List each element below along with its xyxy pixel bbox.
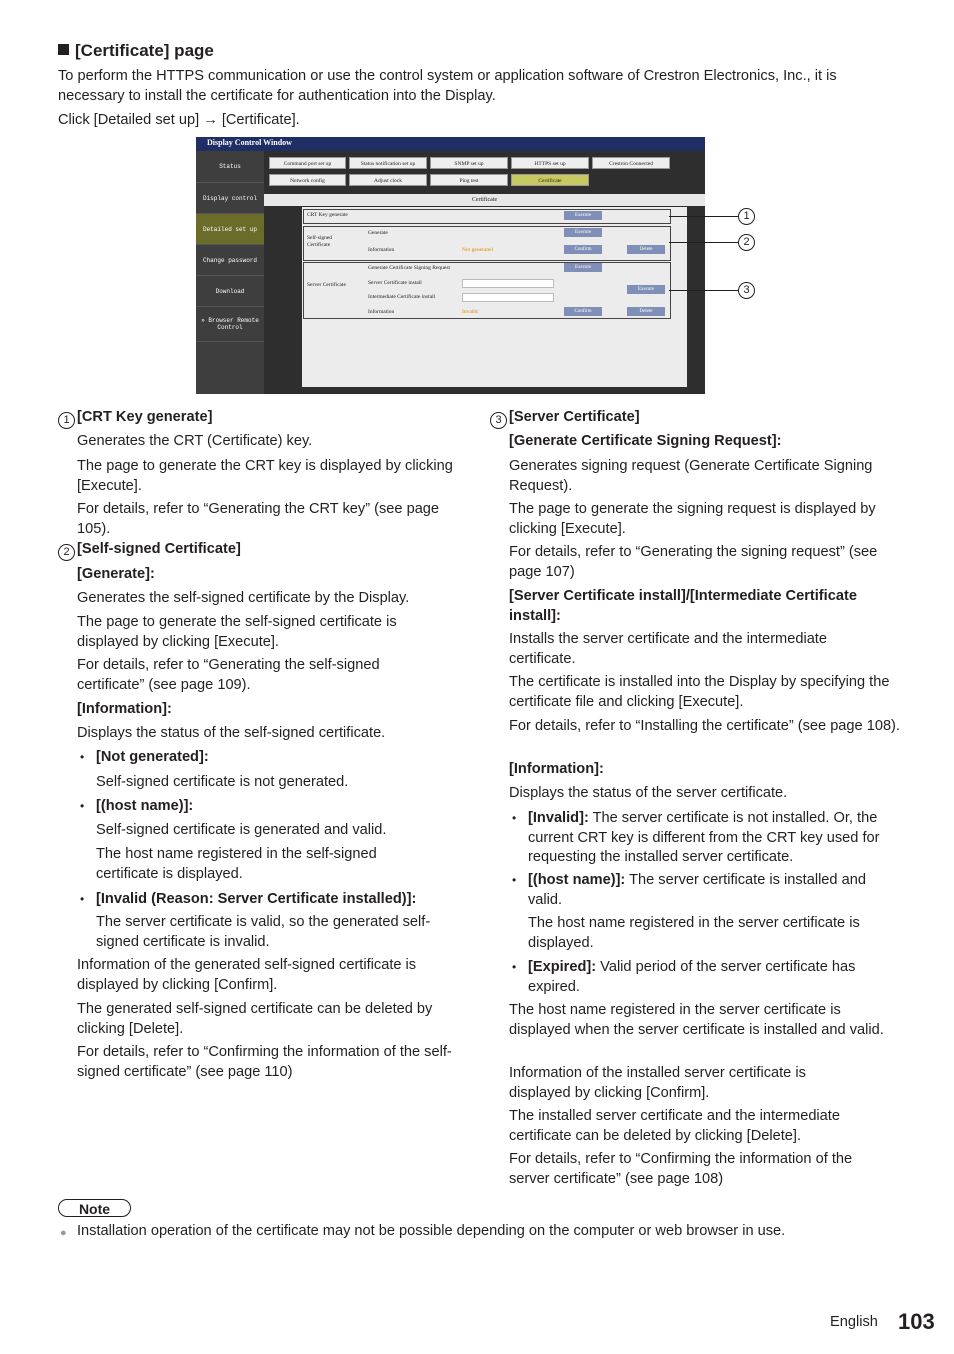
generate-label: Generate: [368, 230, 388, 236]
item-2-number: 2: [58, 544, 75, 561]
self-title: [Self-signed Certificate]: [77, 541, 241, 557]
server-sub3: [Information]:: [509, 761, 604, 777]
sci-label: Server Certificate install: [368, 280, 422, 286]
tab-adjust-clock[interactable]: Adjust clock: [349, 174, 427, 186]
server-cert-label: Server Certificate: [307, 282, 346, 288]
ici-label: Intermediate Certificate install: [368, 294, 436, 300]
footer-language: English: [830, 1314, 878, 1330]
generate-execute-button[interactable]: Execute: [564, 228, 602, 237]
window-title: Display Control Window: [207, 138, 292, 147]
server-p6: For details, refer to “Installing the certificate” (see page 108).: [509, 718, 900, 734]
self-b1: [Not generated]:: [96, 749, 209, 765]
server-b1: [528, 809, 888, 868]
server-b1-text: The server certificate is not installed. Or, the current CRT key is different from the CRT key used for requesting the installed server certificate.: [528, 810, 880, 865]
crt-p3: For details, refer to “Generating the CRT key” (see page 105).: [77, 501, 440, 537]
tab-snmp[interactable]: SNMP set up: [430, 157, 508, 169]
server-delete-button[interactable]: Delete: [627, 307, 665, 316]
page-number: 103: [898, 1309, 935, 1334]
server-p5: The certificate is installed into the Display by specifying the certificate file and clicking [Execute].: [509, 674, 890, 710]
server-b3-text: Valid period of the server certificate has expired.: [528, 959, 856, 995]
self-b1t: Self-signed certificate is not generated.: [96, 774, 349, 790]
server-p1: Generates signing request (Generate Certificate Signing Request).: [509, 458, 873, 494]
self-sub2: [Information]:: [77, 701, 172, 717]
self-signed-box: [303, 226, 671, 261]
server-p8: The host name registered in the server certificate is displayed when the server certificate is installed and valid.: [509, 1002, 884, 1038]
bullet-icon: •: [512, 873, 517, 887]
crt-p2: The page to generate the CRT key is displayed by clicking [Execute].: [77, 458, 453, 494]
not-generated-status: Not generated: [462, 247, 493, 253]
server-b3: [528, 958, 893, 997]
server-b2: [528, 871, 888, 910]
section-heading: [58, 41, 214, 61]
callout-2: 2: [738, 234, 755, 251]
callout-3: 3: [738, 282, 755, 299]
tab-status-notification[interactable]: Status notification set up: [349, 157, 427, 169]
self-sub1: [Generate]:: [77, 566, 155, 582]
sidebar-item-status[interactable]: Status: [196, 151, 264, 183]
sci-file-input[interactable]: [462, 279, 554, 288]
self-info-label: Information: [368, 247, 395, 253]
ui-screenshot: [196, 137, 705, 394]
square-bullet-icon: [58, 44, 69, 55]
server-p2: The page to generate the signing request is displayed by clicking [Execute].: [509, 501, 876, 537]
sidebar-item-display-control[interactable]: Display control: [196, 183, 264, 214]
server-p3: For details, refer to “Generating the signing request” (see page 107): [509, 544, 878, 580]
tab-certificate[interactable]: Certificate: [511, 174, 589, 186]
server-p4: Installs the server certificate and the intermediate certificate.: [509, 631, 827, 667]
click-instruction: Click [Detailed set up] → [Certificate].: [58, 112, 300, 128]
callout-1: 1: [738, 208, 755, 225]
intro-text: To perform the HTTPS communication or use the control system or application software of Crestron Electronics, Inc., it is necessary to install the certificate for authentication into the Display.: [58, 68, 837, 104]
self-p3: For details, refer to “Generating the self-signed certificate” (see page 109).: [77, 657, 380, 693]
bullet-icon: •: [512, 960, 517, 974]
window-titlebar: [196, 137, 705, 151]
crt-execute-button[interactable]: Execute: [564, 211, 602, 220]
sidebar-item-change-password[interactable]: Change password: [196, 245, 264, 276]
self-p5: Information of the generated self-signed certificate is displayed by clicking [Confirm].: [77, 957, 417, 993]
crt-label: CRT Key generate: [307, 212, 348, 218]
item-1-number: 1: [58, 412, 75, 429]
server-title: [Server Certificate]: [509, 409, 640, 425]
note-badge: Note: [58, 1199, 131, 1217]
server-cert-box: [303, 262, 671, 319]
self-p7: For details, refer to “Confirming the information of the self-signed certificate” (see page 110): [77, 1044, 452, 1080]
tab-network-config[interactable]: Network config: [269, 174, 346, 186]
server-b2-text: The server certificate is installed and valid.: [528, 872, 866, 908]
invalid-status: Invalid: [462, 309, 478, 315]
tab-crestron[interactable]: Crestron Connected: [592, 157, 670, 169]
item-3-number: 3: [490, 412, 507, 429]
server-confirm-button[interactable]: Confirm: [564, 307, 602, 316]
server-p9: Information of the installed server certificate is displayed by clicking [Confirm].: [509, 1065, 806, 1101]
callout-line-1: [669, 216, 738, 217]
self-b3: [Invalid (Reason: Server Certificate installed)]:: [96, 891, 417, 907]
self-p2: The page to generate the self-signed certificate is displayed by clicking [Execute].: [77, 614, 397, 650]
self-confirm-button[interactable]: Confirm: [564, 245, 602, 254]
ici-file-input[interactable]: [462, 293, 554, 302]
server-p7: Displays the status of the server certificate.: [509, 785, 788, 801]
gcsr-label: Generate Certificate Signing Request: [368, 265, 451, 271]
server-b2-label: [(host name)]:: [528, 872, 626, 888]
sidebar-item-detailed-set-up[interactable]: Detailed set up: [196, 214, 264, 245]
server-sub2: [Server Certificate install]/[Intermediate Certificate install]:: [509, 588, 857, 624]
tab-ping-test[interactable]: Ping test: [430, 174, 508, 186]
self-b3t: The server certificate is valid, so the generated self-signed certificate is invalid.: [96, 914, 431, 950]
server-b2t2: The host name registered in the server certificate is displayed.: [528, 915, 860, 951]
sidebar-item-download[interactable]: Download: [196, 276, 264, 307]
heading-text: [Certificate] page: [75, 41, 214, 60]
sidebar-item-browser-remote[interactable]: » Browser Remote Control: [196, 307, 264, 342]
crt-title: [CRT Key generate]: [77, 409, 213, 425]
server-sub1: [Generate Certificate Signing Request]:: [509, 433, 782, 449]
callout-line-3: [669, 290, 738, 291]
server-b1-label: [Invalid]:: [528, 810, 589, 826]
note-text: Installation operation of the certificate may not be possible depending on the computer or web browser in use.: [77, 1223, 786, 1239]
gcsr-execute-button[interactable]: Execute: [564, 263, 602, 272]
self-p1: Generates the self-signed certificate by the Display.: [77, 590, 410, 606]
server-p11: For details, refer to “Confirming the information of the server certificate” (see page 108): [509, 1151, 853, 1187]
bullet-icon: •: [512, 811, 517, 825]
crt-box: [303, 209, 671, 224]
server-p10: The installed server certificate and the intermediate certificate can be deleted by clicking [Delete].: [509, 1108, 840, 1144]
self-delete-button[interactable]: Delete: [627, 245, 665, 254]
note-bullet-icon: ●: [60, 1227, 67, 1239]
certificate-band: Certificate: [264, 194, 705, 206]
install-execute-button[interactable]: Execute: [627, 285, 665, 294]
tab-command-port[interactable]: Command port set up: [269, 157, 346, 169]
bullet-icon: •: [80, 892, 85, 906]
server-info-label: Information: [368, 309, 395, 315]
callout-line-2: [669, 242, 738, 243]
crt-p1: Generates the CRT (Certificate) key.: [77, 433, 313, 449]
self-signed-label: Self-signed Certificate: [307, 235, 333, 248]
tab-https[interactable]: HTTPS set up: [511, 157, 589, 169]
self-b2: [(host name)]:: [96, 798, 194, 814]
server-b3-label: [Expired]:: [528, 959, 597, 975]
self-p6: The generated self-signed certificate can be deleted by clicking [Delete].: [77, 1001, 433, 1037]
self-b2t2: The host name registered in the self-signed certificate is displayed.: [96, 846, 377, 882]
self-b2t1: Self-signed certificate is generated and valid.: [96, 822, 387, 838]
self-p4: Displays the status of the self-signed certificate.: [77, 725, 386, 741]
bullet-icon: •: [80, 750, 85, 764]
bullet-icon: •: [80, 799, 85, 813]
